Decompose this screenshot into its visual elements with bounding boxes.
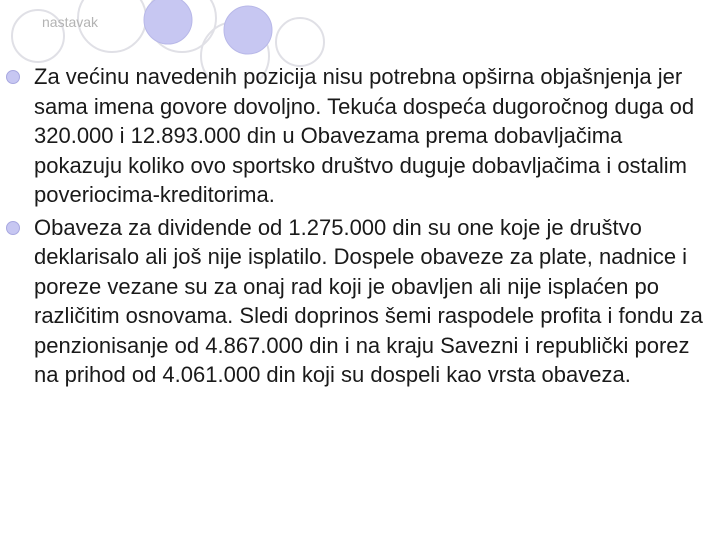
- deco-filled-circle-1: [144, 0, 192, 44]
- deco-circle-4: [276, 18, 324, 66]
- deco-filled-circle-2: [224, 6, 272, 54]
- slide-title: nastavak: [42, 14, 99, 30]
- bullet-item: [0, 62, 720, 210]
- bullet-list: [0, 62, 720, 393]
- bullet-icon: [6, 70, 20, 84]
- bullet-text: Za većinu navedenih pozicija nisu potrebna opširna objašnjenja jer sama imena govore dovoljno. Tekuća dospeća dugoročnog duga od 320.000 i 12.893.000 din u Obavezama prema dobavljačima pokazuju koliko ovo sportsko društvo duguje dobavljačima i ostalim poveriocima-kreditorima.: [34, 64, 695, 207]
- bullet-item: [0, 213, 720, 390]
- bullet-icon: [6, 221, 20, 235]
- bullet-text: Obaveza za dividende od 1.275.000 din su one koje je društvo deklarisalo ali još nije isplatilo. Dospele obaveze za plate, nadnice i poreze vezane su za onaj rad koji je obavljen ali nije isplaćen po različitim osnovama. Sledi doprinos šemi raspodele profita i fondu za penzionisanje od 4.867.000 din i na kraju Savezni i republički porez na prihod od 4.061.000 din koji su dospeli kao vrsta obaveza.: [34, 214, 703, 387]
